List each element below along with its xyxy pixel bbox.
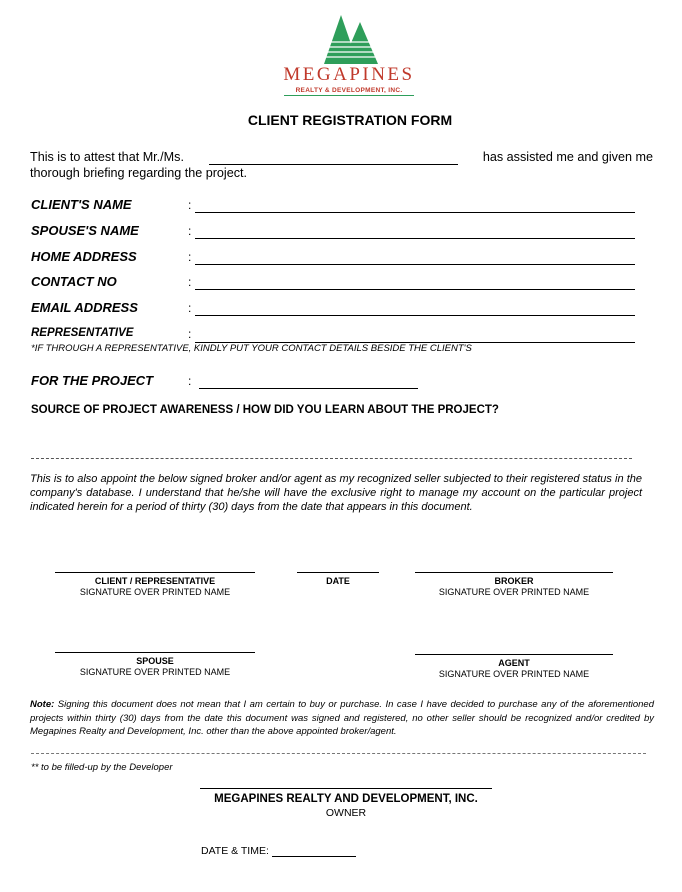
for-project-field[interactable] bbox=[199, 388, 418, 389]
note-paragraph bbox=[30, 698, 654, 739]
attest-prefix: This is to attest that Mr./Ms. bbox=[30, 150, 184, 164]
client-signature-subtitle: SIGNATURE OVER PRINTED NAME bbox=[79, 587, 231, 597]
company-logo bbox=[276, 12, 422, 98]
field-colon: : bbox=[188, 374, 192, 388]
datetime-field[interactable] bbox=[272, 845, 356, 857]
spouse-name-label: SPOUSE'S NAME bbox=[31, 223, 139, 238]
field-colon: : bbox=[188, 327, 192, 341]
form-title: CLIENT REGISTRATION FORM bbox=[247, 112, 453, 128]
client-name-field[interactable] bbox=[195, 212, 635, 213]
field-colon: : bbox=[188, 198, 192, 212]
broker-signature-block bbox=[415, 572, 613, 597]
for-project-row bbox=[31, 373, 418, 391]
contact-no-row bbox=[31, 274, 635, 292]
spouse-signature-title: SPOUSE bbox=[136, 656, 174, 666]
assistant-name-field[interactable] bbox=[209, 151, 458, 165]
field-colon: : bbox=[188, 275, 192, 289]
home-address-field[interactable] bbox=[195, 264, 635, 265]
email-address-label: EMAIL ADDRESS bbox=[31, 300, 138, 315]
developer-note: ** to be filled-up by the Developer bbox=[31, 762, 173, 773]
broker-signature-line[interactable] bbox=[415, 572, 613, 573]
datetime-label: DATE & TIME: bbox=[201, 845, 269, 857]
date-line[interactable] bbox=[297, 572, 379, 573]
field-colon: : bbox=[188, 301, 192, 315]
contact-no-field[interactable] bbox=[195, 289, 635, 290]
spouse-signature-line[interactable] bbox=[55, 652, 255, 653]
home-address-label: HOME ADDRESS bbox=[31, 249, 137, 264]
logo-subtitle: REALTY & DEVELOPMENT, INC. bbox=[295, 87, 403, 94]
note-text: Signing this document does not mean that I am certain to buy or purchase. In case I have decided to purchase any of the aforementioned projects within thirty (30) days from the date this document was signed and registered, no other seller should be recognized and/or credited by Megapines Realty and Development, Inc. other than the above appointed broker/agent. bbox=[30, 699, 654, 737]
spouse-signature-block bbox=[55, 652, 255, 677]
note-label: Note: bbox=[30, 699, 55, 710]
agent-signature-subtitle: SIGNATURE OVER PRINTED NAME bbox=[438, 669, 590, 679]
awareness-answer-line[interactable] bbox=[31, 458, 632, 459]
broker-signature-title: BROKER bbox=[494, 576, 534, 586]
field-colon: : bbox=[188, 250, 192, 264]
client-name-row bbox=[31, 197, 635, 215]
datetime-row bbox=[201, 845, 356, 857]
spouse-name-row bbox=[31, 223, 635, 241]
representative-label: REPRESENTATIVE bbox=[31, 327, 134, 339]
owner-signature-line[interactable] bbox=[200, 788, 492, 789]
home-address-row bbox=[31, 249, 635, 267]
client-name-label: CLIENT'S NAME bbox=[31, 197, 132, 212]
client-signature-title: CLIENT / REPRESENTATIVE bbox=[94, 576, 216, 586]
representative-row bbox=[31, 324, 635, 342]
spouse-name-field[interactable] bbox=[195, 238, 635, 239]
date-signature-block bbox=[297, 572, 379, 586]
owner-role: OWNER bbox=[325, 807, 367, 819]
separator-line bbox=[31, 753, 646, 754]
email-address-row bbox=[31, 300, 635, 318]
mountain-pines-logo-icon bbox=[314, 12, 384, 64]
attest-suffix: has assisted me and given me bbox=[482, 150, 653, 164]
owner-name: MEGAPINES REALTY AND DEVELOPMENT, INC. bbox=[214, 793, 478, 805]
contact-no-label: CONTACT NO bbox=[31, 274, 117, 289]
broker-signature-subtitle: SIGNATURE OVER PRINTED NAME bbox=[438, 587, 590, 597]
attestation-text bbox=[30, 149, 653, 181]
attest-line2: thorough briefing regarding the project. bbox=[30, 166, 248, 180]
logo-name: MEGAPINES bbox=[283, 64, 415, 85]
spouse-signature-subtitle: SIGNATURE OVER PRINTED NAME bbox=[79, 667, 231, 677]
field-colon: : bbox=[188, 224, 192, 238]
owner-signature-block bbox=[200, 788, 492, 819]
awareness-question: SOURCE OF PROJECT AWARENESS / HOW DID YOU LEARN ABOUT THE PROJECT? bbox=[31, 404, 499, 416]
appointment-paragraph: This is to also appoint the below signed broker and/or agent as my recognized seller subjected to their registered status in the company's database. I understand that he/she will have the exclusive right to manage my account on the particular project indicated herein for a period of thirty (30) days from the date that appears in this document. bbox=[30, 473, 642, 513]
date-title: DATE bbox=[326, 576, 350, 586]
representative-note: *IF THROUGH A REPRESENTATIVE, KINDLY PUT YOUR CONTACT DETAILS BESIDE THE CLIENT'S bbox=[31, 343, 472, 354]
client-signature-block bbox=[55, 572, 255, 597]
client-signature-line[interactable] bbox=[55, 572, 255, 573]
for-project-label: FOR THE PROJECT bbox=[31, 373, 154, 388]
agent-signature-title: AGENT bbox=[498, 658, 530, 668]
agent-signature-block bbox=[415, 654, 613, 679]
agent-signature-line[interactable] bbox=[415, 654, 613, 655]
logo-rule bbox=[284, 95, 414, 96]
email-address-field[interactable] bbox=[195, 315, 635, 316]
